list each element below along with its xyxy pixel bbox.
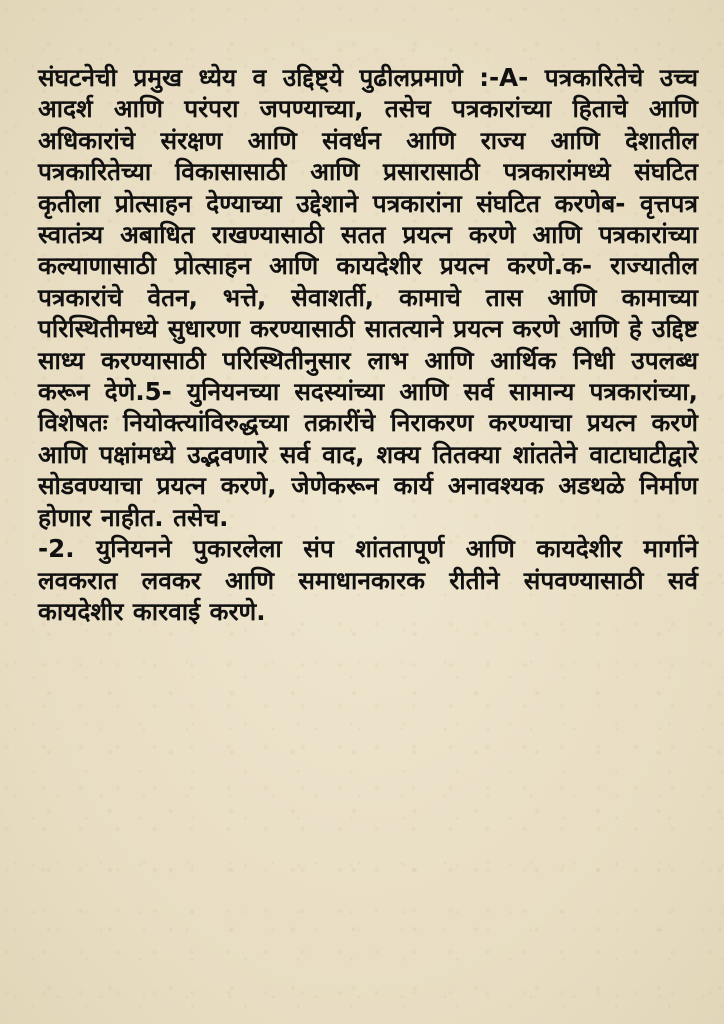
paragraph-objectives: संघटनेची प्रमुख ध्येय व उद्दिष्ट्ये पुढीलप्रमाणे :-A- पत्रकारितेचे उच्च आदर्श आणि परंपरा जपण्याच्या, तसेच पत्रकारांच्या हिताचे आणि अधिकारांचे संरक्षण आणि संवर्धन आणि राज्य आणि देशातील पत्रकारितेच्या विकासासाठी आणि प्रसारासाठी पत्रकारांमध्ये संघटित कृतीला प्रोत्साहन देण्याच्या उद्देशाने पत्रकारांना संघटित करणेब- वृत्तपत्र स्वातंत्र्य अबाधित राखण्यासाठी सतत प्रयत्न करणे आणि पत्रकारांच्या कल्याणासाठी प्रोत्साहन आणि कायदेशीर प्रयत्न करणे.क- राज्यातील पत्रकारांचे वेतन, भत्ते, सेवाशर्ती, कामाचे तास आणि कामाच्या परिस्थितीमध्ये सुधारणा करण्यासाठी सातत्याने प्रयत्न करणे आणि हे उद्दिष्ट साध्य करण्यासाठी परिस्थितीनुसार लाभ आणि आर्थिक निधी उपलब्ध करून देणे.5- युनियनच्या सदस्यांच्या आणि सर्व सामान्य पत्रकारांच्या, विशेषतः नियोक्त्यांविरुद्धच्या तक्रारींचे निराकरण करण्याचा प्रयत्न करणे आणि पक्षांमध्ये उद्भवणारे सर्व वाद, शक्य तितक्या शांततेने वाटाघाटीद्वारे सोडवण्याचा प्रयत्न करणे, जेणेकरून कार्य अनावश्यक अडथळे निर्माण होणार नाहीत. तसेच. bbox=[38, 63, 698, 532]
document-page bbox=[38, 62, 698, 962]
paragraph-strike-resolution: -2. युनियनने पुकारलेला संप शांततापूर्ण आणि कायदेशीर मार्गाने लवकरात लवकर आणि समाधानकारक रीतीने संपवण्यासाठी सर्व कायदेशीर कारवाई करणे. bbox=[38, 534, 698, 626]
